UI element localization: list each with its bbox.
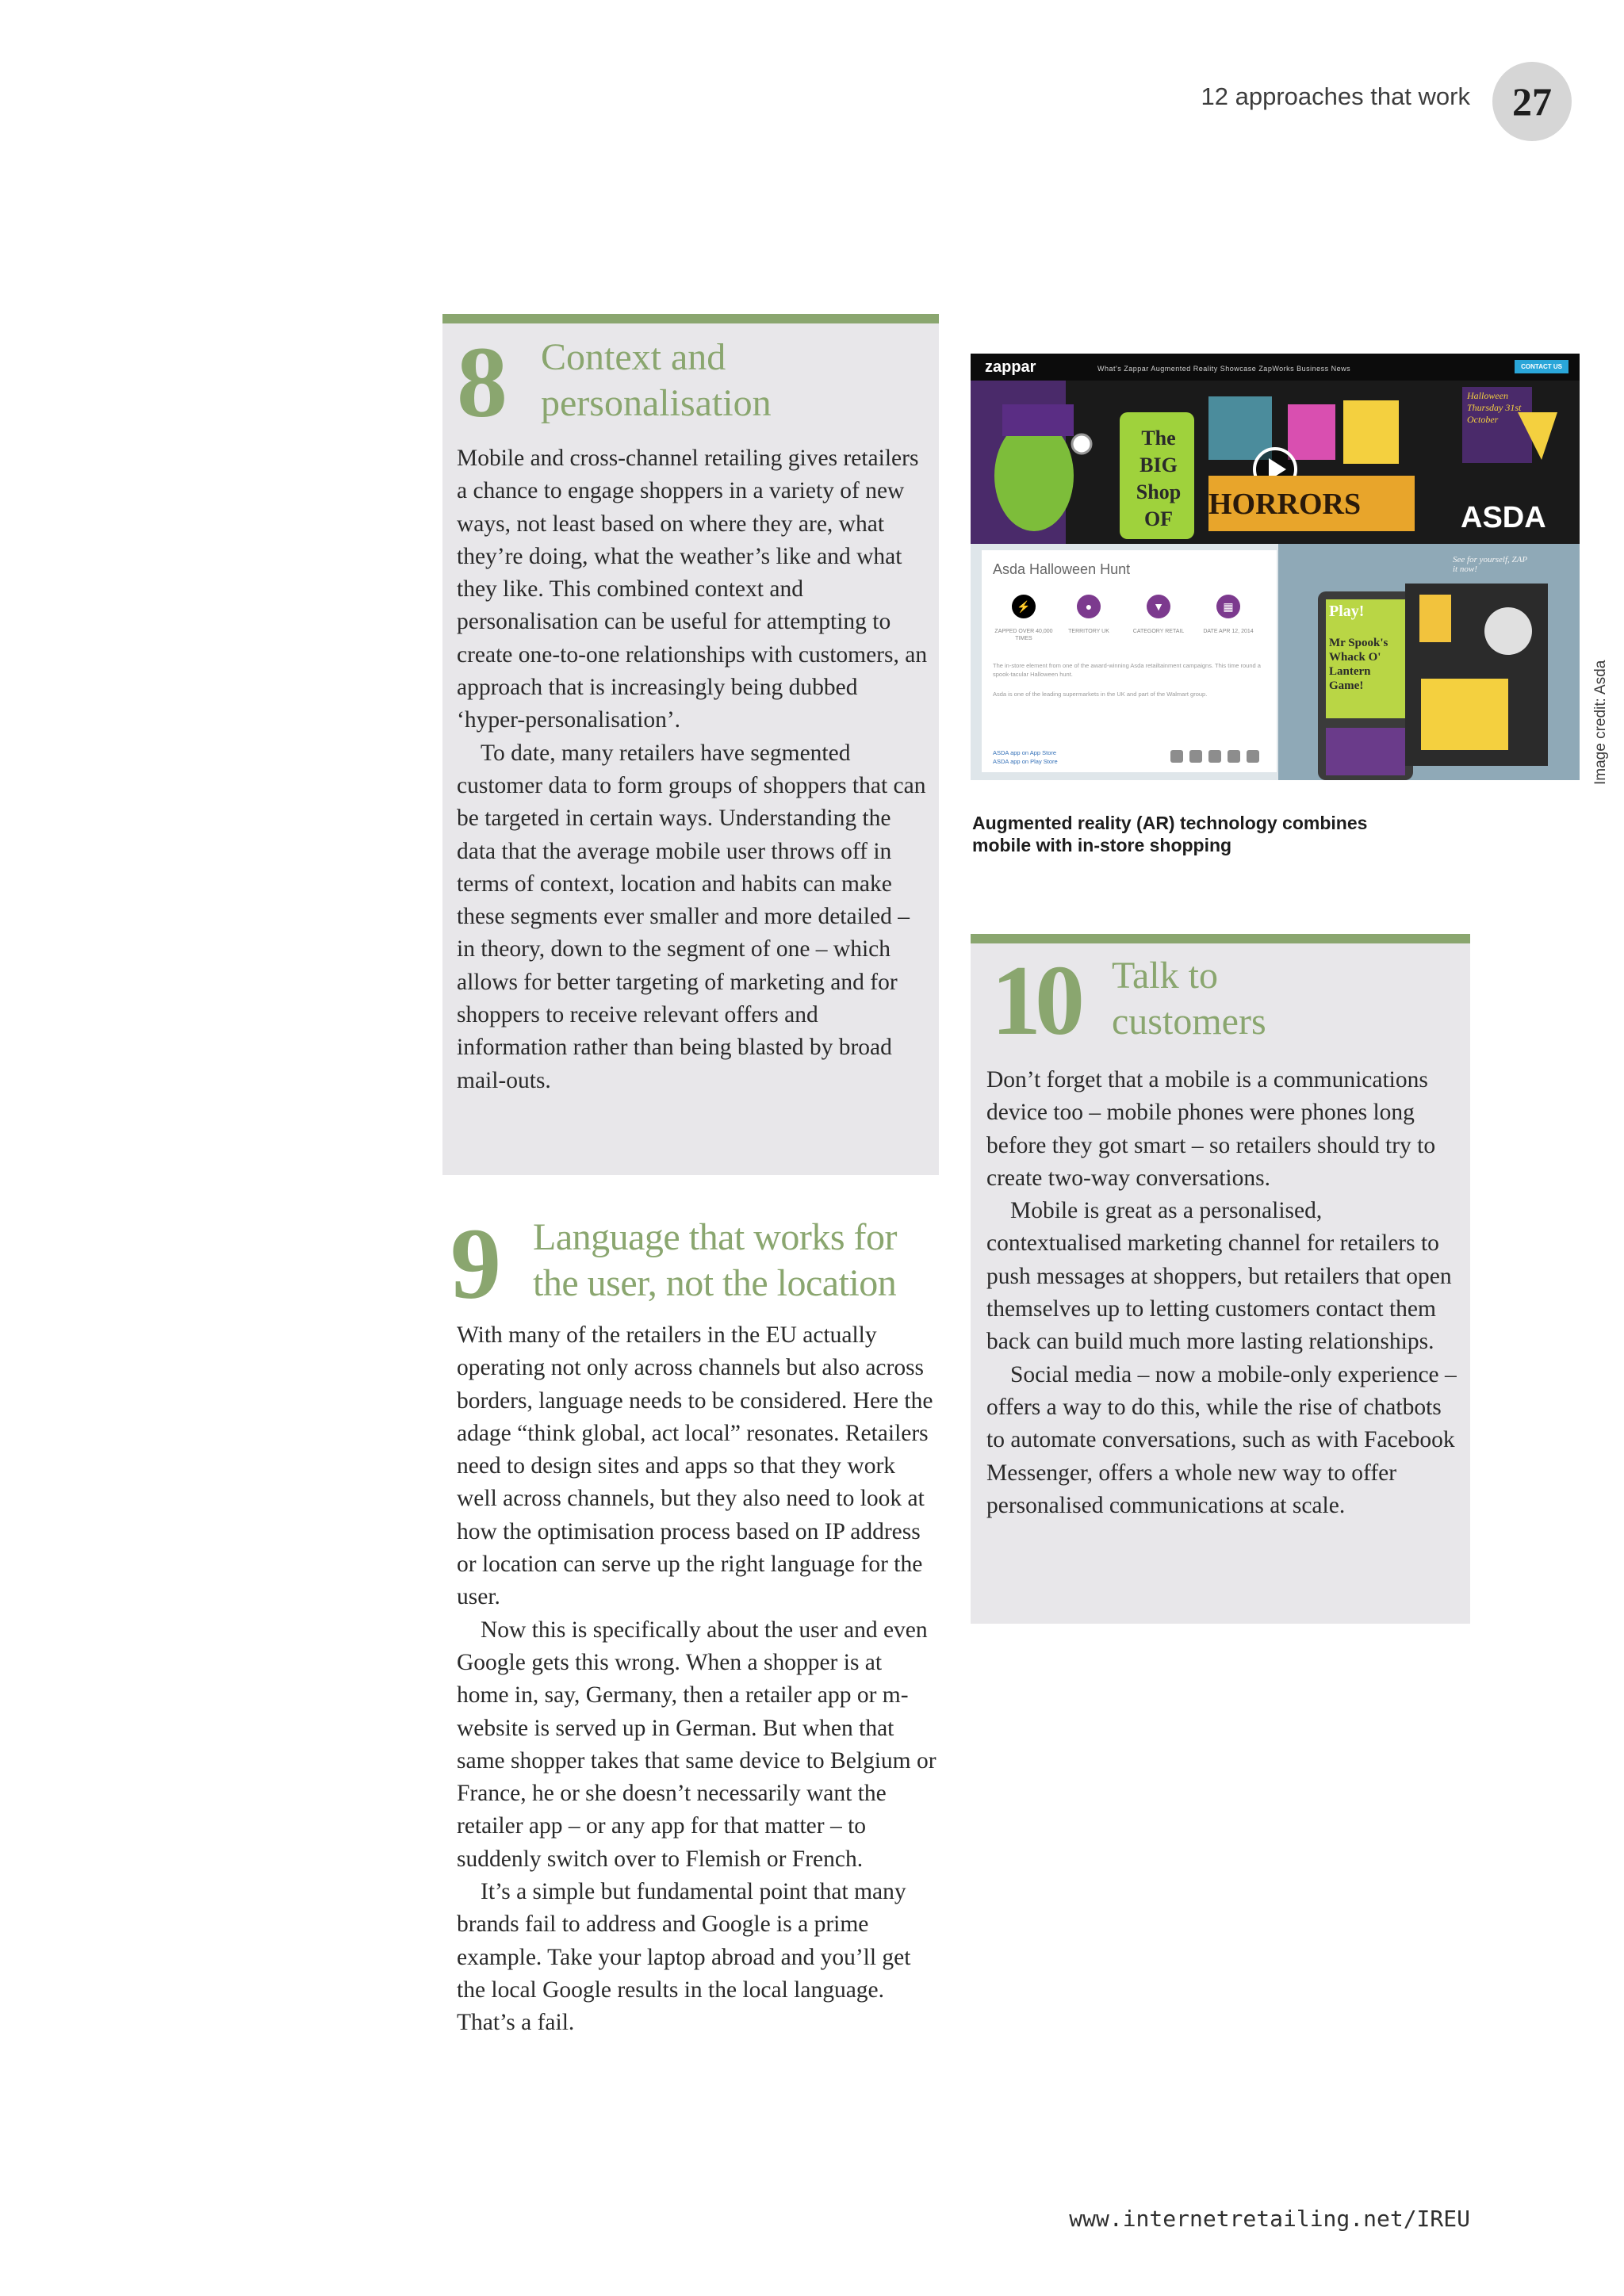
section-8-paragraph: Mobile and cross-channel retailing gives retailers a chance to engage shoppers in a variety of new ways, not least based on where they are, what they’re doing, what the weather’s like and what they like. This combined context and personalisation can be useful for attempting to create one-to-one relationships with customers, an approach that is increasingly being dubbed ‘hyper-personalisation’. xyxy=(457,446,928,733)
section-8-number: 8 xyxy=(457,326,508,438)
section-9-body xyxy=(457,1319,937,2040)
section-9-paragraph: Now this is specifically about the user and even Google gets this wrong. When a shopper is at home in, say, Germany, then a retailer app or m-website is served up in German. But when that same shopper takes that same device to Belgium or France, he or she doesn’t necessarily want the retailer app – or any app for that matter – to suddenly switch over to Flemish or French. xyxy=(457,1617,936,1872)
section-8-title-line1: Context and xyxy=(541,336,726,378)
section-10-paragraph: Mobile is great as a personalised, contextualised marketing channel for retailers to push messages at shoppers, but retailers that open themselves up to letting customers contact them back can build much more lasting relationships. xyxy=(986,1198,1452,1355)
section-8-paragraph: To date, many retailers have segmented customer data to form groups of shoppers that can be targeted in certain ways. Understanding the data that the average mobile user throws off in terms of context, location and habits can make these segments ever smaller and more detailed – in theory, down to the segment of one – which allows for better targeting of marketing and for shoppers to receive relevant offers and information rather than being blasted by broad mail-outs. xyxy=(457,740,926,1093)
section-9-paragraph: It’s a simple but fundamental point that many brands fail to address and Google is a prime example. Take your laptop abroad and you’ll get the local Google results in the local language. That’s a fail. xyxy=(457,1879,911,2036)
figure-info-panel xyxy=(982,550,1277,772)
section-10-number: 10 xyxy=(991,946,1078,1056)
running-header: 12 approaches that work xyxy=(1201,82,1470,110)
section-10-body xyxy=(986,1064,1461,1522)
hunt-title: Asda Halloween Hunt xyxy=(993,561,1131,577)
play-store-link: ASDA app on Play Store xyxy=(993,758,1058,765)
section-10-title-line1: Talk to xyxy=(1112,955,1218,997)
section-10-title-line2: customers xyxy=(1112,1001,1266,1043)
hero-halloween: Halloween Thursday 31st October xyxy=(1467,390,1522,425)
share-icon xyxy=(1247,750,1259,763)
poster-game-title: Mr Spook's Whack O' Lantern Game! xyxy=(1329,637,1388,692)
figure-caption: Augmented reality (AR) technology combines mobile with in-store shopping xyxy=(972,813,1368,855)
zappar-logo: zappar xyxy=(985,358,1036,376)
asda-zappar-screenshot xyxy=(971,354,1580,780)
section-9-paragraph: With many of the retailers in the EU actually operating not only across channels but also across borders, language needs to be considered. Here the adage “think global, act local” resonates. Retailers need to design sites and apps so that they work well across channels, but they also need to look at how the optimisation process based on IP address or location can serve up the right language for the user. xyxy=(457,1322,933,1610)
store-links xyxy=(993,748,1058,766)
figure-hero xyxy=(971,354,1580,544)
calendar-icon: ▦ xyxy=(1216,595,1240,618)
footer-url[interactable]: www.internetretailing.net/IREU xyxy=(1069,2206,1470,2232)
email-icon xyxy=(1228,750,1240,763)
asda-logo: ASDA xyxy=(1461,501,1546,534)
poster-play: Play! xyxy=(1329,603,1365,620)
cart-icon: ▼ xyxy=(1147,595,1170,618)
facebook-icon xyxy=(1189,750,1202,763)
section-10-paragraph: Don’t forget that a mobile is a communications device too – mobile phones were phones long before they got smart – so retailers should try to create two-way conversations. xyxy=(986,1067,1436,1191)
stat-zapped: ZAPPED OVER 40,000 TIMES xyxy=(994,629,1053,641)
page-number: 27 xyxy=(1492,62,1572,141)
section-8-title xyxy=(541,335,772,427)
figure-poster-photo xyxy=(1278,544,1580,780)
asda-description: Asda is one of the leading supermarkets in the UK and part of the Walmart group. xyxy=(993,691,1208,698)
section-8-title-line2: personalisation xyxy=(541,382,772,424)
figure-contact-button: CONTACT US xyxy=(1515,360,1568,373)
territory-icon: ● xyxy=(1077,595,1101,618)
poster-illustration xyxy=(1278,544,1580,780)
section-10-paragraph: Social media – now a mobile-only experience – offers a way to do this, while the rise of chatbots to automate conversations, such as with Facebook Messenger, offers a whole new way to offer personalised communications at scale. xyxy=(986,1361,1457,1518)
stat-category: CATEGORY RETAIL xyxy=(1132,629,1185,634)
section-9-title-line1: Language that works for xyxy=(533,1216,898,1258)
app-store-link: ASDA app on App Store xyxy=(993,749,1057,756)
zap-icon: ⚡ xyxy=(1012,595,1036,618)
section-8-box xyxy=(442,314,939,1175)
hero-title-left: The BIG Shop OF xyxy=(1136,427,1182,530)
twitter-icon xyxy=(1170,750,1183,763)
section-10-title xyxy=(1112,953,1266,1045)
stat-date: DATE APR 12, 2014 xyxy=(1203,629,1254,634)
hero-title-right: HORRORS xyxy=(1208,488,1362,521)
see-for-yourself: See for yourself, ZAP it now! xyxy=(1453,555,1527,574)
section-10-box xyxy=(971,934,1470,1624)
campaign-description: The in-store element from one of the award-winning Asda retailtainment campaigns. This time round a spook-tacular Halloween hunt. xyxy=(993,662,1261,678)
section-9-title-line2: the user, not the location xyxy=(533,1262,897,1304)
section-9-title xyxy=(533,1215,897,1307)
image-credit: Image credit: Asda xyxy=(1592,660,1609,785)
section-8-body xyxy=(457,442,928,1097)
figure-nav-bar xyxy=(971,354,1580,381)
pinterest-icon xyxy=(1208,750,1221,763)
stat-territory: TERRITORY UK xyxy=(1068,629,1109,634)
section-9-number: 9 xyxy=(450,1207,501,1320)
section-9-heading xyxy=(450,1207,942,1320)
figure-nav-links: What's Zappar Augmented Reality Showcase ZapWorks Business News xyxy=(1097,365,1351,373)
